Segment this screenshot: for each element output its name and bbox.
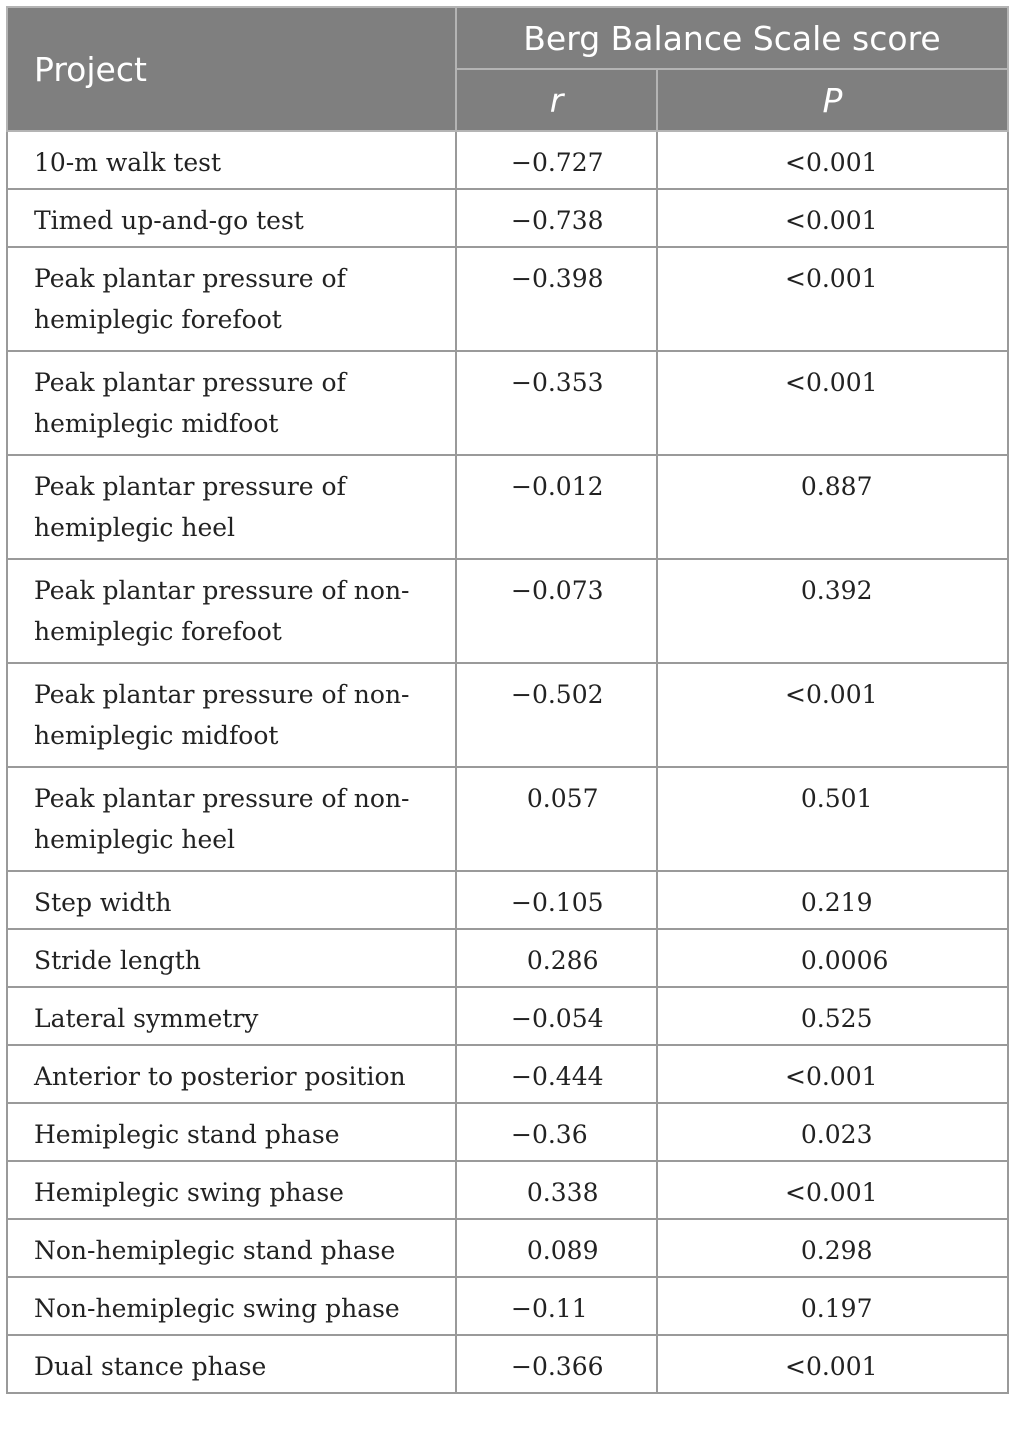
table-row — [7, 1161, 1008, 1219]
r-value: 0.057 — [456, 767, 657, 871]
p-value: <0.001 — [657, 1045, 1008, 1103]
header-p: P — [657, 69, 1008, 131]
table-row — [7, 929, 1008, 987]
p-value: 0.219 — [657, 871, 1008, 929]
r-value: −0.398 — [456, 247, 657, 351]
row-label: Peak plantar pressure of hemiplegic midfoot — [7, 351, 456, 455]
row-label: Hemiplegic stand phase — [7, 1103, 456, 1161]
row-label: Peak plantar pressure of non-hemiplegic heel — [7, 767, 456, 871]
r-value: −0.012 — [456, 455, 657, 559]
r-value: −0.36 — [456, 1103, 657, 1161]
r-value: −0.11 — [456, 1277, 657, 1335]
correlation-table — [6, 6, 1009, 1394]
row-label: Lateral symmetry — [7, 987, 456, 1045]
p-value: <0.001 — [657, 131, 1008, 189]
p-value: 0.0006 — [657, 929, 1008, 987]
header-r: r — [456, 69, 657, 131]
r-value: −0.727 — [456, 131, 657, 189]
table-row — [7, 1103, 1008, 1161]
table-row — [7, 1219, 1008, 1277]
row-label: Anterior to posterior position — [7, 1045, 456, 1103]
row-label: Hemiplegic swing phase — [7, 1161, 456, 1219]
r-value: 0.089 — [456, 1219, 657, 1277]
table-row — [7, 1335, 1008, 1393]
p-value: <0.001 — [657, 247, 1008, 351]
row-label: Peak plantar pressure of non-hemiplegic midfoot — [7, 663, 456, 767]
row-label: Dual stance phase — [7, 1335, 456, 1393]
p-value: <0.001 — [657, 1161, 1008, 1219]
row-label: Non-hemiplegic stand phase — [7, 1219, 456, 1277]
p-value: 0.392 — [657, 559, 1008, 663]
p-value: 0.887 — [657, 455, 1008, 559]
table-row — [7, 871, 1008, 929]
table-row — [7, 559, 1008, 663]
table-row — [7, 131, 1008, 189]
p-value: <0.001 — [657, 663, 1008, 767]
row-label: 10-m walk test — [7, 131, 456, 189]
r-value: −0.366 — [456, 1335, 657, 1393]
row-label: Stride length — [7, 929, 456, 987]
table-row — [7, 351, 1008, 455]
table-row — [7, 455, 1008, 559]
p-value: <0.001 — [657, 189, 1008, 247]
p-value: 0.197 — [657, 1277, 1008, 1335]
table-row — [7, 987, 1008, 1045]
table-row — [7, 247, 1008, 351]
header-project: Project — [7, 7, 456, 131]
table-row — [7, 663, 1008, 767]
r-value: 0.286 — [456, 929, 657, 987]
r-value: −0.073 — [456, 559, 657, 663]
header-row-1 — [7, 7, 1008, 69]
p-value: 0.525 — [657, 987, 1008, 1045]
table-row — [7, 189, 1008, 247]
p-value: 0.023 — [657, 1103, 1008, 1161]
header-berg-balance-scale: Berg Balance Scale score — [456, 7, 1008, 69]
table-row — [7, 1277, 1008, 1335]
r-value: −0.054 — [456, 987, 657, 1045]
row-label: Peak plantar pressure of hemiplegic heel — [7, 455, 456, 559]
row-label: Step width — [7, 871, 456, 929]
table-row — [7, 1045, 1008, 1103]
p-value: <0.001 — [657, 1335, 1008, 1393]
r-value: −0.444 — [456, 1045, 657, 1103]
p-value: 0.298 — [657, 1219, 1008, 1277]
table-row — [7, 767, 1008, 871]
row-label: Timed up-and-go test — [7, 189, 456, 247]
r-value: −0.353 — [456, 351, 657, 455]
r-value: −0.738 — [456, 189, 657, 247]
r-value: −0.105 — [456, 871, 657, 929]
row-label: Non-hemiplegic swing phase — [7, 1277, 456, 1335]
r-value: −0.502 — [456, 663, 657, 767]
p-value: 0.501 — [657, 767, 1008, 871]
r-value: 0.338 — [456, 1161, 657, 1219]
row-label: Peak plantar pressure of non-hemiplegic forefoot — [7, 559, 456, 663]
p-value: <0.001 — [657, 351, 1008, 455]
row-label: Peak plantar pressure of hemiplegic forefoot — [7, 247, 456, 351]
